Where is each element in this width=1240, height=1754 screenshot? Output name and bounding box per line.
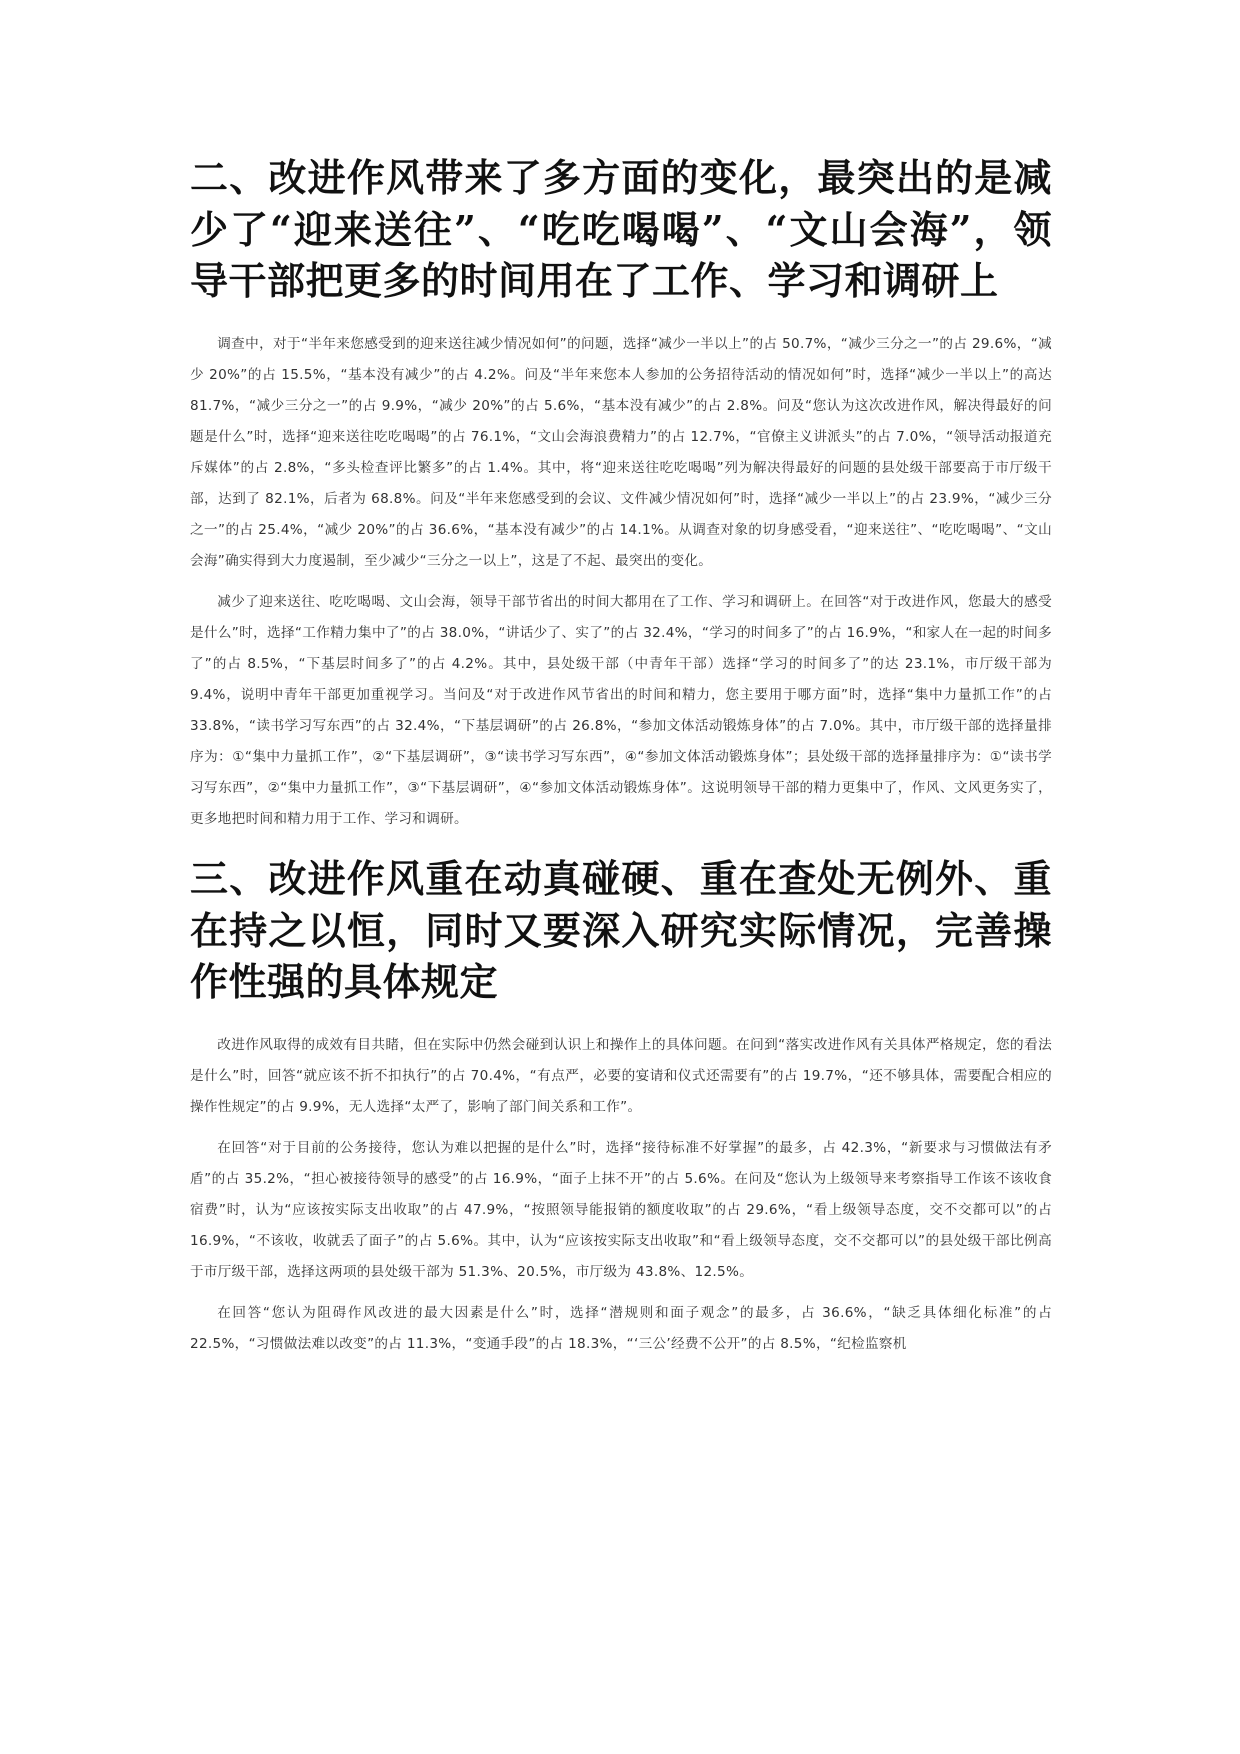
- section-2-paragraph-1: 调查中，对于“半年来您感受到的迎来送往减少情况如何”的问题，选择“减少一半以上”的占 50.7%，“减少三分之一”的占 29.6%，“减少 20%”的占 15.5%，“基本没有减少”的占 4.2%。问及“半年来您本人参加的公务招待活动的情况如何”时，选择“减少一半以上”的高达 81.7%，“减少三分之一”的占 9.9%，“减少 20%”的占 5.6%，“基本没有减少”的占 2.8%。问及“您认为这次改进作风，解决得最好的问题是什么”时，选择“迎来送往吃吃喝喝”的占 76.1%，“文山会海浪费精力”的占 12.7%，“官僚主义讲派头”的占 7.0%，“领导活动报道充斥媒体”的占 2.8%，“多头检查评比繁多”的占 1.4%。其中，将“迎来送往吃吃喝喝”列为解决得最好的问题的县处级干部要高于市厅级干部，达到了 82.1%，后者为 68.8%。问及“半年来您感受到的会议、文件减少情况如何”时，选择“减少一半以上”的占 23.9%，“减少三分之一”的占 25.4%，“减少 20%”的占 36.6%，“基本没有减少”的占 14.1%。从调查对象的切身感受看，“迎来送往”、“吃吃喝喝”、“文山会海”确实得到大力度遏制，至少减少“三分之一以上”，这是了不起、最突出的变化。: [190, 336, 1052, 570]
- section-3-paragraph-2: 在回答“对于目前的公务接待，您认为难以把握的是什么”时，选择“接待标准不好掌握”的最多，占 42.3%，“新要求与习惯做法有矛盾”的占 35.2%，“担心被接待领导的感受”的占 16.9%，“面子上抹不开”的占 5.6%。在问及“您认为上级领导来考察指导工作该不该收食宿费”时，认为“应该按实际支出收取”的占 47.9%，“按照领导能报销的额度收取”的占 29.6%，“看上级领导态度，交不交都可以”的占 16.9%，“不该收，收就丢了面子”的占 5.6%。其中，认为“应该按实际支出收取”和“看上级领导态度，交不交都可以”的县处级干部比例高于市厅级干部，选择这两项的县处级干部为 51.3%、20.5%，市厅级为 43.8%、12.5%。: [190, 1140, 1052, 1281]
- section-heading-3: 三、改进作风重在动真碰硬、重在查处无例外、重在持之以恒，同时又要深入研究实际情况，完善操作性强的具体规定: [190, 856, 1052, 1005]
- section-3-paragraph-1: 改进作风取得的成效有目共睹，但在实际中仍然会碰到认识上和操作上的具体问题。在问到“落实改进作风有关具体严格规定，您的看法是什么”时，回答“就应该不折不扣执行”的占 70.4%，“有点严，必要的宴请和仪式还需要有”的占 19.7%，“还不够具体，需要配合相应的操作性规定”的占 9.9%，无人选择“太严了，影响了部门间关系和工作”。: [190, 1037, 1052, 1116]
- document-page: [190, 152, 1052, 1370]
- section-2-paragraph-2: 减少了迎来送往、吃吃喝喝、文山会海，领导干部节省出的时间大都用在了工作、学习和调研上。在回答“对于改进作风，您最大的感受是什么”时，选择“工作精力集中了”的占 38.0%，“讲话少了、实了”的占 32.4%，“学习的时间多了”的占 16.9%，“和家人在一起的时间多了”的占 8.5%，“下基层时间多了”的占 4.2%。其中，县处级干部（中青年干部）选择“学习的时间多了”的达 23.1%，市厅级干部为 9.4%，说明中青年干部更加重视学习。当问及“对于改进作风节省出的时间和精力，您主要用于哪方面”时，选择“集中力量抓工作”的占 33.8%，“读书学习写东西”的占 32.4%，“下基层调研”的占 26.8%，“参加文体活动锻炼身体”的占 7.0%。其中，市厅级干部的选择量排序为：①“集中力量抓工作”，②“下基层调研”，③“读书学习写东西”，④“参加文体活动锻炼身体”；县处级干部的选择量排序为：①“读书学习写东西”，②“集中力量抓工作”，③“下基层调研”，④“参加文体活动锻炼身体”。这说明领导干部的精力更集中了，作风、文风更务实了，更多地把时间和精力用于工作、学习和调研。: [190, 594, 1052, 828]
- section-heading-2: 二、改进作风带来了多方面的变化，最突出的是减少了“迎来送往”、“吃吃喝喝”、“文山会海”，领导干部把更多的时间用在了工作、学习和调研上: [190, 155, 1052, 304]
- section-3-paragraph-3: 在回答“您认为阻碍作风改进的最大因素是什么”时，选择“潜规则和面子观念”的最多，占 36.6%，“缺乏具体细化标准”的占 22.5%，“习惯做法难以改变”的占 11.3%，“变通手段”的占 18.3%，“‘三公’经费不公开”的占 8.5%，“纪检监察机: [190, 1305, 1052, 1353]
